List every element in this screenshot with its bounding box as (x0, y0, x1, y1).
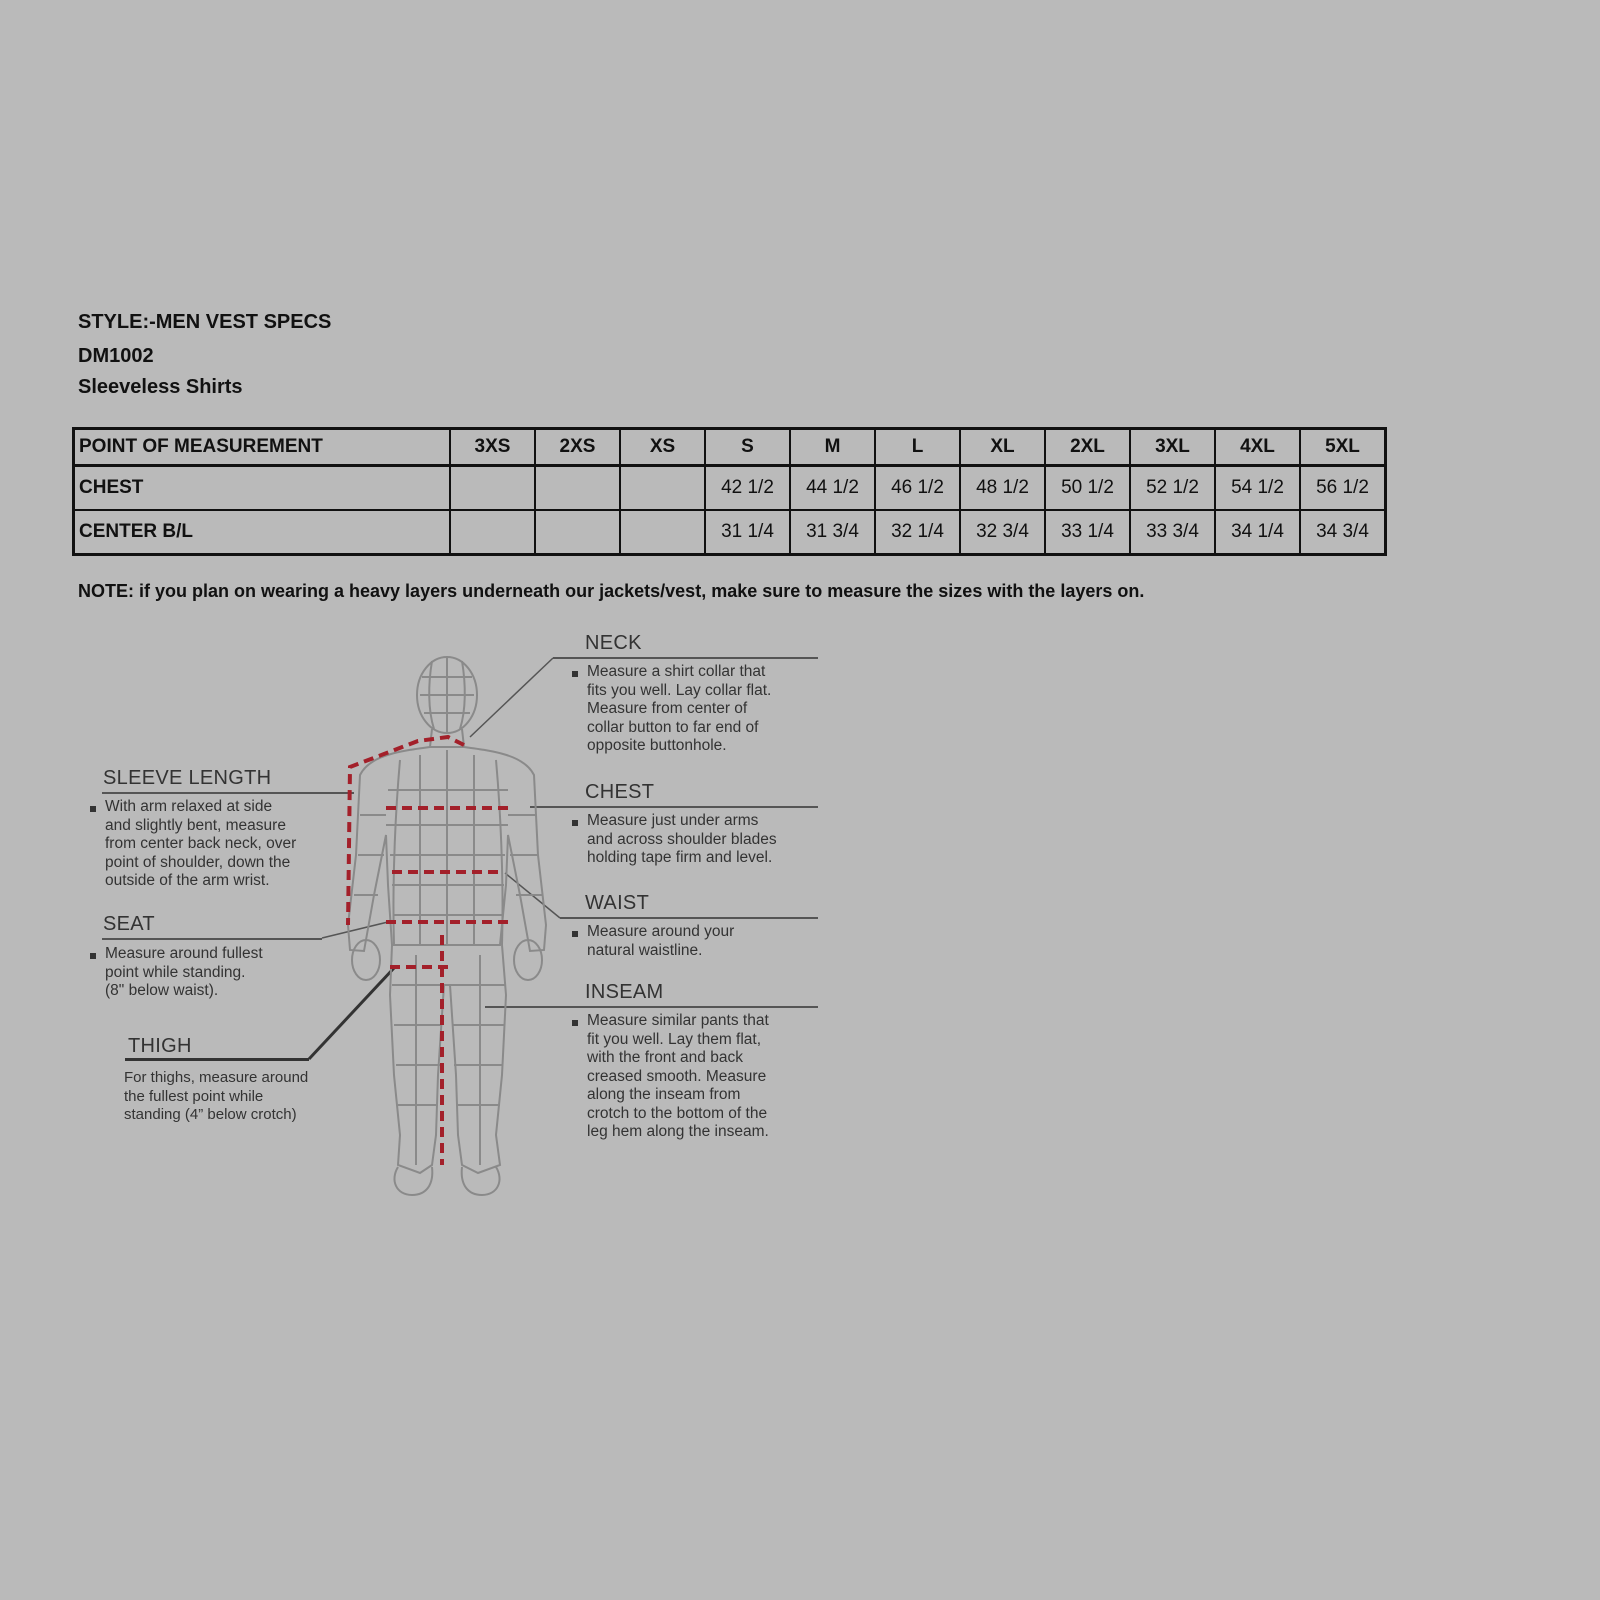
style-code: DM1002 (78, 345, 154, 367)
product-name: Sleeveless Shirts (78, 376, 243, 398)
table-cell: 31 1/4 (705, 510, 790, 555)
style-title: STYLE:-MEN VEST SPECS (78, 311, 332, 333)
table-cell: 33 1/4 (1045, 510, 1130, 555)
table-cell: 32 1/4 (875, 510, 960, 555)
chest-title: CHEST (585, 781, 655, 803)
table-cell: 32 3/4 (960, 510, 1045, 555)
table-cell: 50 1/2 (1045, 466, 1130, 511)
table-cell: 54 1/2 (1215, 466, 1300, 511)
table-cell: 42 1/2 (705, 466, 790, 511)
size-header: 3XL (1130, 429, 1215, 466)
row-label: CHEST (74, 466, 451, 511)
pom-header: POINT OF MEASUREMENT (74, 429, 451, 466)
table-cell: 48 1/2 (960, 466, 1045, 511)
seat-text: Measure around fullest point while standing. (8" below waist). (105, 945, 263, 999)
sleeve-title: SLEEVE LENGTH (103, 767, 272, 789)
size-header: XS (620, 429, 705, 466)
size-header: 2XS (535, 429, 620, 466)
table-cell: 31 3/4 (790, 510, 875, 555)
size-header: 3XS (450, 429, 535, 466)
table-cell: 44 1/2 (790, 466, 875, 511)
table-cell: 52 1/2 (1130, 466, 1215, 511)
inseam-title: INSEAM (585, 981, 664, 1003)
size-header: L (875, 429, 960, 466)
size-header: M (790, 429, 875, 466)
measurement-lines (348, 737, 508, 1165)
neck-text: Measure a shirt collar that fits you well. Lay collar flat. Measure from center of collar button to far end of opposite buttonhole. (587, 663, 772, 754)
table-cell: 34 3/4 (1300, 510, 1386, 555)
table-cell: 34 1/4 (1215, 510, 1300, 555)
waist-text: Measure around your natural waistline. (587, 923, 735, 959)
thigh-title: THIGH (128, 1035, 192, 1057)
thigh-text: For thighs, measure around the fullest point while standing (4” below crotch) (124, 1069, 309, 1123)
seat-title: SEAT (103, 913, 155, 935)
sleeve-text: With arm relaxed at side and slightly bent, measure from center back neck, over point of shoulder, down the outside of the arm wrist. (105, 798, 297, 889)
table-cell: 33 3/4 (1130, 510, 1215, 555)
size-header: 4XL (1215, 429, 1300, 466)
chest-text: Measure just under arms and across shoulder blades holding tape firm and level. (587, 812, 777, 866)
size-header: S (705, 429, 790, 466)
size-header: XL (960, 429, 1045, 466)
size-header: 2XL (1045, 429, 1130, 466)
neck-title: NECK (585, 632, 642, 654)
inseam-text: Measure similar pants that fit you well. Lay them flat, with the front and back creased smooth. Measure along the inseam from crotch to the bottom of the leg hem along the inseam. (587, 1012, 769, 1140)
layering-note: NOTE: if you plan on wearing a heavy layers underneath our jackets/vest, make sure to measure the sizes with the layers on. (78, 581, 1145, 601)
table-cell: 46 1/2 (875, 466, 960, 511)
size-header: 5XL (1300, 429, 1386, 466)
waist-title: WAIST (585, 892, 650, 914)
body-figure (340, 655, 570, 1205)
table-cell: 56 1/2 (1300, 466, 1386, 511)
row-label: CENTER B/L (74, 510, 451, 555)
